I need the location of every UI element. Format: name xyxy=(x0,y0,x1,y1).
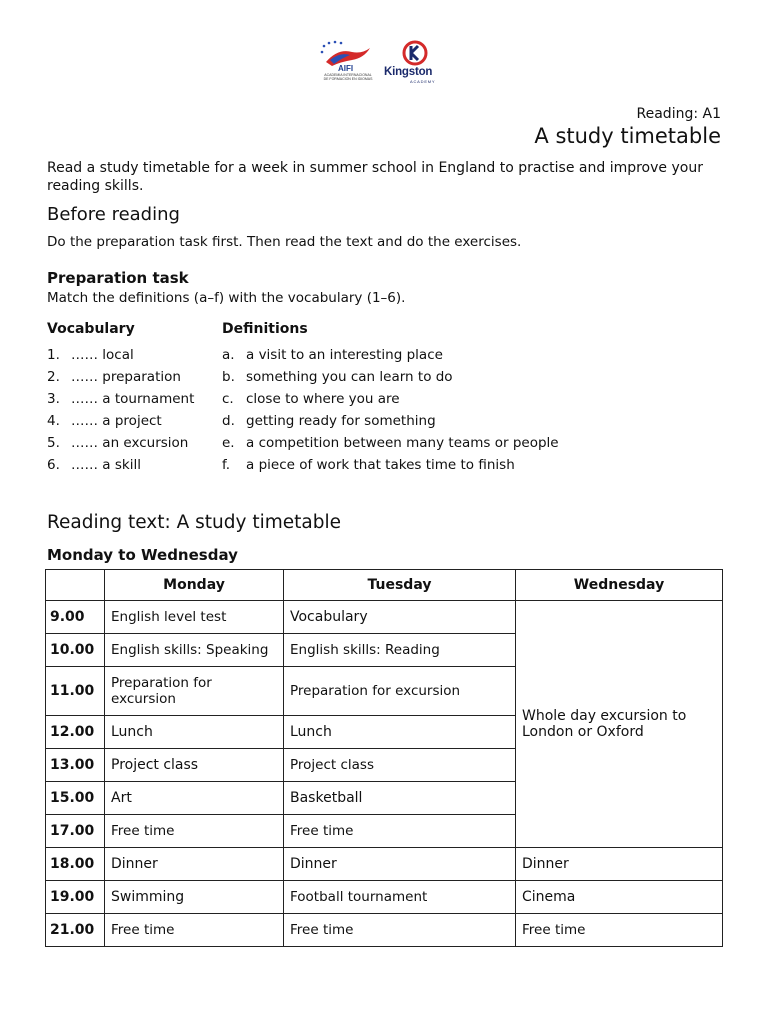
time-cell: 15.00 xyxy=(46,782,105,815)
column-header-tuesday: Tuesday xyxy=(284,570,516,601)
vocabulary-item: 4. …… a project xyxy=(47,413,162,429)
time-column-header xyxy=(46,570,105,601)
before-reading-heading: Before reading xyxy=(47,204,180,225)
wednesday-cell: Cinema xyxy=(516,881,723,914)
before-reading-text: Do the preparation task first. Then read the text and do the exercises. xyxy=(47,234,522,250)
table-row xyxy=(46,601,723,634)
time-cell: 10.00 xyxy=(46,634,105,667)
definition-item: f. a piece of work that takes time to finish xyxy=(222,457,515,473)
vocabulary-list xyxy=(47,346,194,478)
time-cell: 12.00 xyxy=(46,716,105,749)
timetable xyxy=(45,569,723,947)
tuesday-cell: Vocabulary xyxy=(284,601,516,634)
kingston-k-icon xyxy=(402,40,428,66)
wednesday-cell: Dinner xyxy=(516,848,723,881)
time-cell: 13.00 xyxy=(46,749,105,782)
definition-item: a. a visit to an interesting place xyxy=(222,347,443,363)
vocabulary-item: 5. …… an excursion xyxy=(47,435,189,451)
definition-item: d. getting ready for something xyxy=(222,413,436,429)
tuesday-cell: Preparation for excursion xyxy=(284,667,516,716)
vocabulary-item: 1. …… local xyxy=(47,347,134,363)
vocabulary-item: 2. …… preparation xyxy=(47,369,181,385)
monday-cell: English level test xyxy=(105,601,284,634)
time-cell: 9.00 xyxy=(46,601,105,634)
timetable-header-row xyxy=(46,570,723,601)
aifi-logo-subtext: ACADEMIA INTERNACIONAL DE FORMACION EN IDIOMAS xyxy=(323,73,373,81)
wednesday-excursion-cell: Whole day excursion to London or Oxford xyxy=(516,601,723,848)
tuesday-cell: English skills: Reading xyxy=(284,634,516,667)
definition-item: b. something you can learn to do xyxy=(222,369,453,385)
monday-cell: English skills: Speaking xyxy=(105,634,284,667)
vocabulary-item: 6. …… a skill xyxy=(47,457,141,473)
monday-cell: Free time xyxy=(105,914,284,947)
reading-text-heading: Reading text: A study timetable xyxy=(47,512,341,533)
tuesday-cell: Project class xyxy=(284,749,516,782)
tuesday-cell: Basketball xyxy=(284,782,516,815)
vocabulary-heading: Vocabulary xyxy=(47,321,135,337)
page-title: A study timetable xyxy=(534,124,721,148)
tuesday-cell: Lunch xyxy=(284,716,516,749)
aifi-logo xyxy=(318,40,372,84)
reading-level: Reading: A1 xyxy=(636,106,721,122)
monday-cell: Free time xyxy=(105,815,284,848)
header-logos xyxy=(318,40,453,86)
time-cell: 21.00 xyxy=(46,914,105,947)
tuesday-cell: Football tournament xyxy=(284,881,516,914)
monday-cell: Dinner xyxy=(105,848,284,881)
definition-item: c. close to where you are xyxy=(222,391,400,407)
preparation-task-heading: Preparation task xyxy=(47,269,189,287)
tuesday-cell: Free time xyxy=(284,914,516,947)
days-heading: Monday to Wednesday xyxy=(47,546,238,564)
definition-item: e. a competition between many teams or people xyxy=(222,435,559,451)
definitions-list xyxy=(222,346,559,478)
time-cell: 19.00 xyxy=(46,881,105,914)
kingston-logo xyxy=(384,40,454,84)
column-header-wednesday: Wednesday xyxy=(516,570,723,601)
table-row xyxy=(46,848,723,881)
monday-cell: Swimming xyxy=(105,881,284,914)
tuesday-cell: Dinner xyxy=(284,848,516,881)
monday-cell: Preparation for excursion xyxy=(105,667,284,716)
monday-cell: Art xyxy=(105,782,284,815)
definitions-heading: Definitions xyxy=(222,321,308,337)
aifi-logo-text: AIFI xyxy=(338,64,354,73)
vocabulary-item: 3. …… a tournament xyxy=(47,391,195,407)
table-row xyxy=(46,881,723,914)
tuesday-cell: Free time xyxy=(284,815,516,848)
monday-cell: Project class xyxy=(105,749,284,782)
time-cell: 11.00 xyxy=(46,667,105,716)
intro-text: Read a study timetable for a week in summer school in England to practise and improve your reading skills. xyxy=(47,160,703,194)
table-row xyxy=(46,914,723,947)
kingston-logo-name: Kingston xyxy=(384,66,433,78)
time-cell: 18.00 xyxy=(46,848,105,881)
preparation-task-text: Match the definitions (a–f) with the vocabulary (1–6). xyxy=(47,290,406,306)
kingston-logo-subtext: ACADEMY xyxy=(410,79,436,84)
time-cell: 17.00 xyxy=(46,815,105,848)
wednesday-cell: Free time xyxy=(516,914,723,947)
monday-cell: Lunch xyxy=(105,716,284,749)
column-header-monday: Monday xyxy=(105,570,284,601)
